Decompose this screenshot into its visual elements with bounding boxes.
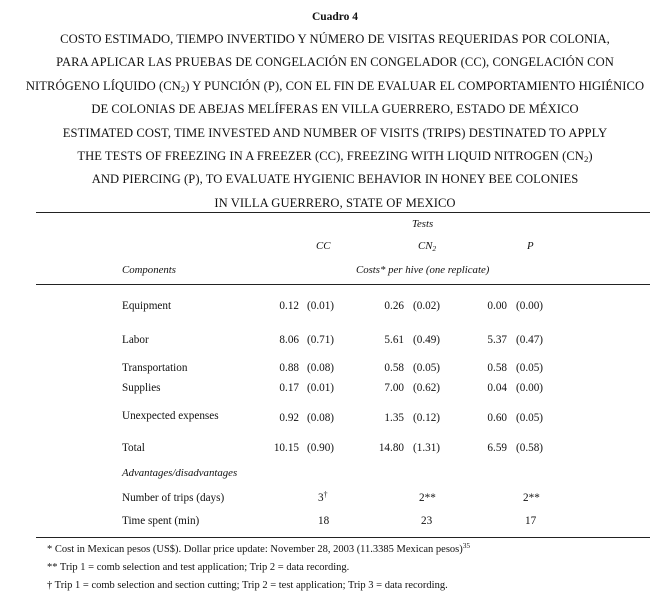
title-line: IN VILLA GUERRERO, STATE OF MEXICO	[214, 195, 456, 210]
cell-cn: 1.35	[384, 412, 404, 424]
title-line: AND PIERCING (P), TO EVALUATE HYGIENIC BEHAVIOR IN HONEY BEE COLONIES	[91, 172, 579, 187]
title-line: NITRÓGENO LÍQUIDO $(CN_2)$ Y PUNCIÓN (P), CON EL FIN DE EVALUAR EL COMPORTAMIENTO HIGIÉNICO	[25, 78, 645, 94]
time-cc: 18	[318, 515, 330, 527]
cell-cn: 0.26	[384, 300, 404, 312]
header-rule	[36, 284, 650, 285]
cell-p-us: (0.47)	[516, 334, 544, 346]
cell-cc-us: (0.01)	[307, 300, 335, 312]
cell-cc-us: (0.01)	[307, 382, 335, 394]
cell-cn: 7.00	[384, 382, 404, 394]
table-caption: Cuadro 4	[311, 11, 359, 23]
cell-p-us: (0.58)	[516, 442, 544, 454]
cell-cc-us: (0.90)	[307, 442, 335, 454]
row-label: Unexpected expenses	[122, 410, 219, 422]
title-line: COSTO ESTIMADO, TIEMPO INVERTIDO Y NÚMERO DE VISITAS REQUERIDAS POR COLONIA,	[60, 32, 610, 46]
cell-cc-us: (0.08)	[307, 412, 335, 424]
cell-cc-us: (0.08)	[307, 362, 335, 374]
cell-cc: 0.88	[279, 362, 299, 374]
cell-cn-us: (0.49)	[413, 334, 441, 346]
top-rule	[36, 212, 650, 213]
advantages-label: Advantages/disadvantages	[122, 467, 238, 479]
title-line: ESTIMATED COST, TIME INVESTED AND NUMBER OF VISITS (TRIPS) DESTINATED TO APPLY	[62, 125, 608, 140]
time-p: 17	[525, 515, 537, 527]
row-label: Total	[122, 442, 145, 454]
title-line: THE TESTS OF FREEZING IN A FREEZER (CC), FREEZING WITH LIQUID NITROGEN $(CN_2)$	[77, 149, 593, 165]
footnote-double-asterisk: ** Trip 1 = comb selection and test application; Trip 2 = data recording.	[47, 562, 350, 573]
trips-cn2: 2**	[419, 492, 436, 504]
cell-p: 5.37	[487, 334, 507, 346]
cell-cn: 0.58	[384, 362, 404, 374]
header-components: Components	[122, 264, 176, 276]
table-title-block	[0, 10, 670, 215]
cell-p: 0.58	[487, 362, 507, 374]
cell-p: 0.04	[487, 382, 507, 394]
cell-p-us: (0.00)	[516, 382, 544, 394]
table-title	[0, 28, 670, 215]
time-cn2: 23	[421, 515, 433, 527]
trips-cc: 3†	[318, 490, 328, 504]
header-p: P	[527, 240, 534, 252]
bottom-rule	[36, 537, 650, 538]
cell-cn: 14.80	[378, 442, 404, 454]
time-label: Time spent (min)	[122, 515, 200, 527]
footnote-currency: * Cost in Mexican pesos (US$). Dollar price update: November 28, 2003 (11.3385 Mexican pesos)$^{35}$	[47, 541, 471, 555]
cell-p: 6.59	[487, 442, 507, 454]
cell-cc: 10.15	[273, 442, 299, 454]
cell-cn: 5.61	[384, 334, 404, 346]
cell-cc: 0.92	[279, 412, 299, 424]
row-label: Equipment	[122, 300, 172, 312]
cell-p: 0.60	[487, 412, 507, 424]
cell-cc: 8.06	[279, 334, 299, 346]
title-line: DE COLONIAS DE ABEJAS MELÍFERAS EN VILLA GUERRERO, ESTADO DE MÉXICO	[91, 102, 579, 117]
cell-cn-us: (0.12)	[413, 412, 441, 424]
cell-p-us: (0.05)	[516, 412, 544, 424]
trips-p: 2**	[523, 492, 540, 504]
header-costs: Costs* per hive (one replicate)	[356, 264, 490, 276]
cell-p-us: (0.00)	[516, 300, 544, 312]
cell-cc: 0.17	[279, 382, 299, 394]
header-cc: CC	[316, 240, 331, 252]
title-line: PARA APLICAR LAS PRUEBAS DE CONGELACIÓN EN CONGELADOR (CC), CONGELACIÓN CON	[56, 55, 614, 70]
cell-cc-us: (0.71)	[307, 334, 335, 346]
cell-cn-us: (0.05)	[413, 362, 441, 374]
cell-cn-us: (1.31)	[413, 442, 441, 454]
cell-p-us: (0.05)	[516, 362, 544, 374]
cell-cc: 0.12	[279, 300, 299, 312]
header-tests: Tests	[412, 218, 434, 230]
trips-label: Number of trips (days)	[122, 492, 225, 504]
header-cn2: $CN_2$	[418, 240, 437, 253]
row-label: Supplies	[122, 382, 161, 394]
cell-cn-us: (0.62)	[413, 382, 441, 394]
footnote-dagger: † Trip 1 = comb selection and section cutting; Trip 2 = test application; Trip 3 = data recording.	[47, 580, 448, 591]
row-label: Transportation	[122, 362, 188, 374]
cell-cn-us: (0.02)	[413, 300, 441, 312]
row-label: Labor	[122, 334, 149, 346]
cell-p: 0.00	[487, 300, 507, 312]
